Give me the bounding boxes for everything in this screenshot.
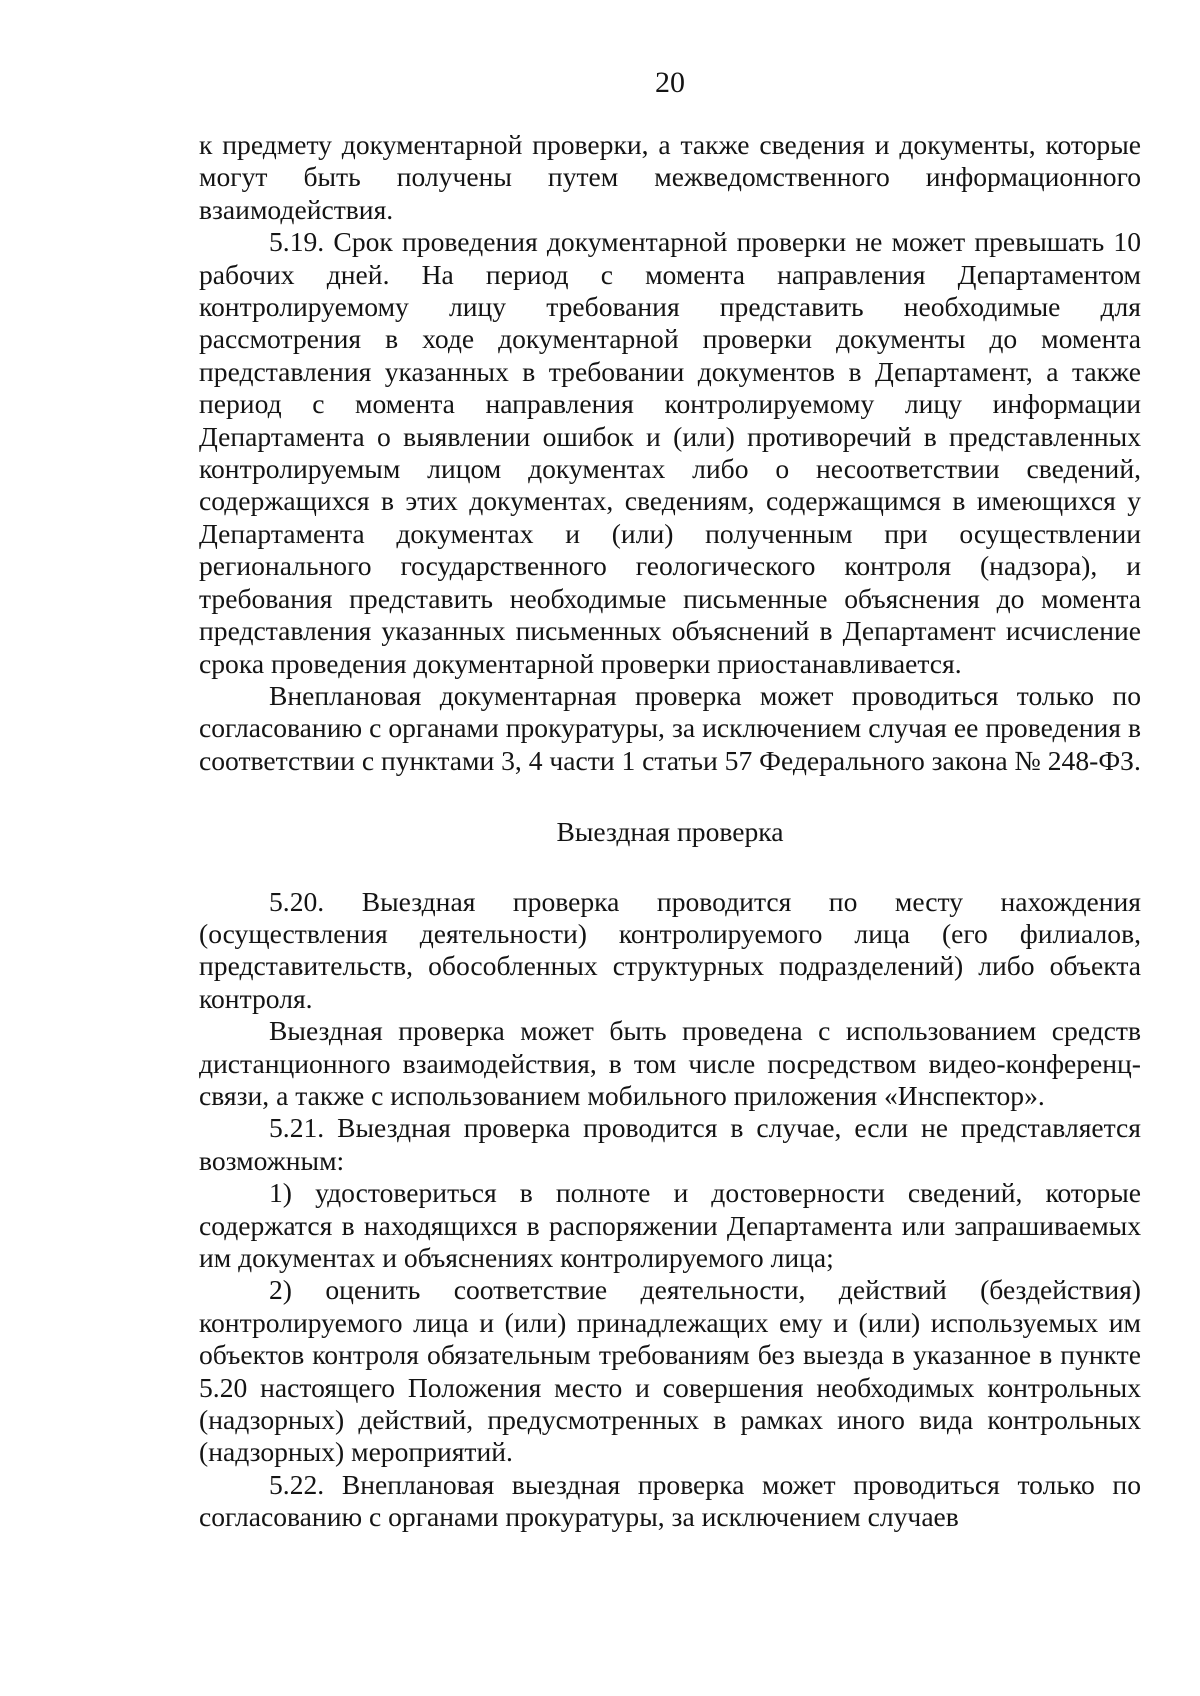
document-body — [199, 129, 1141, 1534]
paragraph-remote-interaction: Выездная проверка может быть проведена с использованием средств дистанционного взаимодействия, в том числе посредством видео-конференц-связи, а также с использованием мобильного приложения «Инспектор». — [199, 1015, 1141, 1111]
list-item-2: 2) оценить соответствие деятельности, действий (бездействия) контролируемого лица и (или) принадлежащих ему и (или) используемых им объектов контроля обязательным требованиям без выезда в указанное в пункте 5.20 настоящего Положения место и совершения необходимых контрольных (надзорных) действий, предусмотренных в рамках иного вида контрольных (надзорных) мероприятий. — [199, 1274, 1141, 1468]
paragraph-continuation: к предмету документарной проверки, а также сведения и документы, которые могут быть получены путем межведомственного информационного взаимодействия. — [199, 129, 1141, 225]
paragraph-5-19: 5.19. Срок проведения документарной проверки не может превышать 10 рабочих дней. На период с момента направления Департаментом контролируемому лицу требования представить необходимые для рассмотрения в ходе документарной проверки документы до момента представления указанных в требовании документов в Департамент, а также период с момента направления контролируемому лицу информации Департамента о выявлении ошибок и (или) противоречий в представленных контролируемым лицом документах либо о несоответствии сведений, содержащихся в этих документах, сведениям, содержащимся в имеющихся у Департамента документах и (или) полученным при осуществлении регионального государственного геологического контроля (надзора), и требования представить необходимые письменные объяснения до момента представления указанных письменных объяснений в Департамент исчисление срока проведения документарной проверки приостанавливается. — [199, 226, 1141, 679]
section-heading: Выездная проверка — [556, 816, 784, 848]
page-number: 20 — [655, 66, 685, 99]
paragraph-5-22: 5.22. Внеплановая выездная проверка может проводиться только по согласованию с органами прокуратуры, за исключением случаев — [199, 1468, 1141, 1533]
paragraph-5-21: 5.21. Выездная проверка проводится в случае, если не представляется возможным: — [199, 1112, 1141, 1176]
paragraph-unscheduled-documentary-check: Внеплановая документарная проверка может проводиться только по согласованию с органами прокуратуры, за исключением случая ее проведения в соответствии с пунктами 3, 4 части 1 статьи 57 Федерального закона № 248-ФЗ. — [199, 679, 1141, 776]
list-item-1: 1) удостовериться в полноте и достоверности сведений, которые содержатся в находящихся в распоряжении Департамента или запрашиваемых им документах и объяснениях контролируемого лица; — [199, 1177, 1141, 1273]
paragraph-5-20: 5.20. Выездная проверка проводится по месту нахождения (осуществления деятельности) контролируемого лица (его филиалов, представительств, обособленных структурных подразделений) либо объекта контроля. — [199, 885, 1141, 1014]
